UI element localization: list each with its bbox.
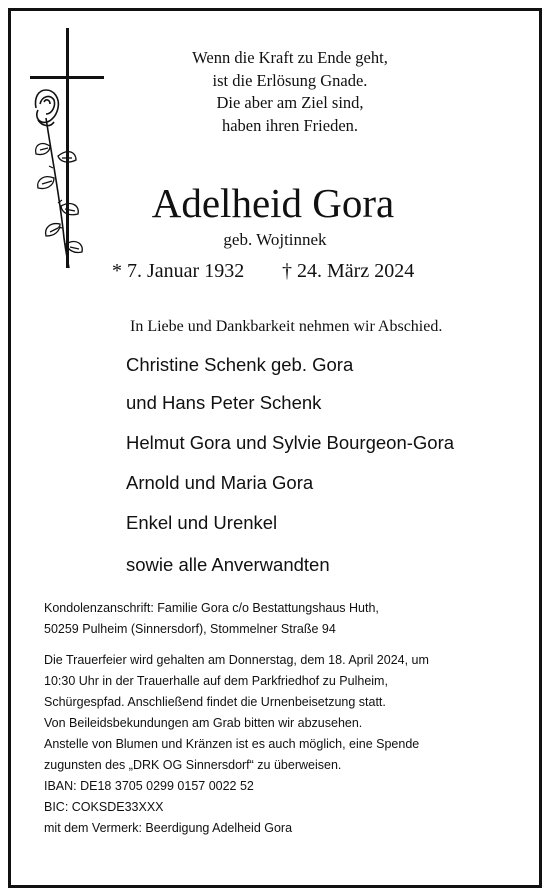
iban-line: IBAN: DE18 3705 0299 0157 0022 52 — [44, 779, 254, 793]
mourner-line: Christine Schenk geb. Gora — [126, 354, 354, 375]
service-line: 10:30 Uhr in der Trauerhalle auf dem Parkfriedhof zu Pulheim, — [44, 674, 388, 688]
service-line: Von Beileidsbekundungen am Grab bitten wir abzusehen. — [44, 716, 363, 730]
service-line: zugunsten des „DRK OG Sinnersdorf“ zu überweisen. — [44, 758, 342, 772]
bic-line: BIC: COKSDE33XXX — [44, 800, 164, 814]
address-line: 50259 Pulheim (Sinnersdorf), Stommelner Straße 94 — [44, 622, 336, 636]
life-dates — [112, 256, 442, 286]
poem-line: Wenn die Kraft zu Ende geht, — [192, 48, 388, 67]
mourner-line: sowie alle Anverwandten — [126, 554, 330, 575]
poem-line: haben ihren Frieden. — [221, 115, 359, 135]
service-line: Anstelle von Blumen und Kränzen ist es auch möglich, eine Spende — [44, 737, 420, 751]
poem — [150, 47, 430, 137]
mourner-line: Helmut Gora und Sylvie Bourgeon-Gora — [126, 432, 455, 453]
service-line: Schürgespfad. Anschließend findet die Urnenbeisetzung statt. — [44, 695, 386, 709]
deceased-name: Adelheid Gora — [151, 180, 395, 226]
cross-with-rose-icon — [28, 28, 108, 273]
address-line: Kondolenzanschrift: Familie Gora c/o Bestattungshaus Huth, — [44, 601, 379, 615]
reference-line: mit dem Vermerk: Beerdigung Adelheid Gora — [44, 821, 293, 835]
birth-name: geb. Wojtinnek — [223, 230, 327, 249]
mourner-line: und Hans Peter Schenk — [126, 392, 322, 413]
mourner-line: Enkel und Urenkel — [126, 512, 278, 533]
death-date: † 24. März 2024 — [282, 260, 415, 282]
birth-date: * 7. Januar 1932 — [112, 260, 245, 282]
condolence-address — [44, 598, 514, 640]
poem-line: Die aber am Ziel sind, — [216, 93, 364, 112]
poem-line: ist die Erlösung Gnade. — [212, 70, 368, 90]
mourner-line: Arnold und Maria Gora — [126, 472, 314, 493]
farewell-text: In Liebe und Dankbarkeit nehmen wir Abschied. — [130, 318, 443, 335]
service-line: Die Trauerfeier wird gehalten am Donnerstag, dem 18. April 2024, um — [44, 653, 429, 667]
service-info — [44, 650, 514, 839]
